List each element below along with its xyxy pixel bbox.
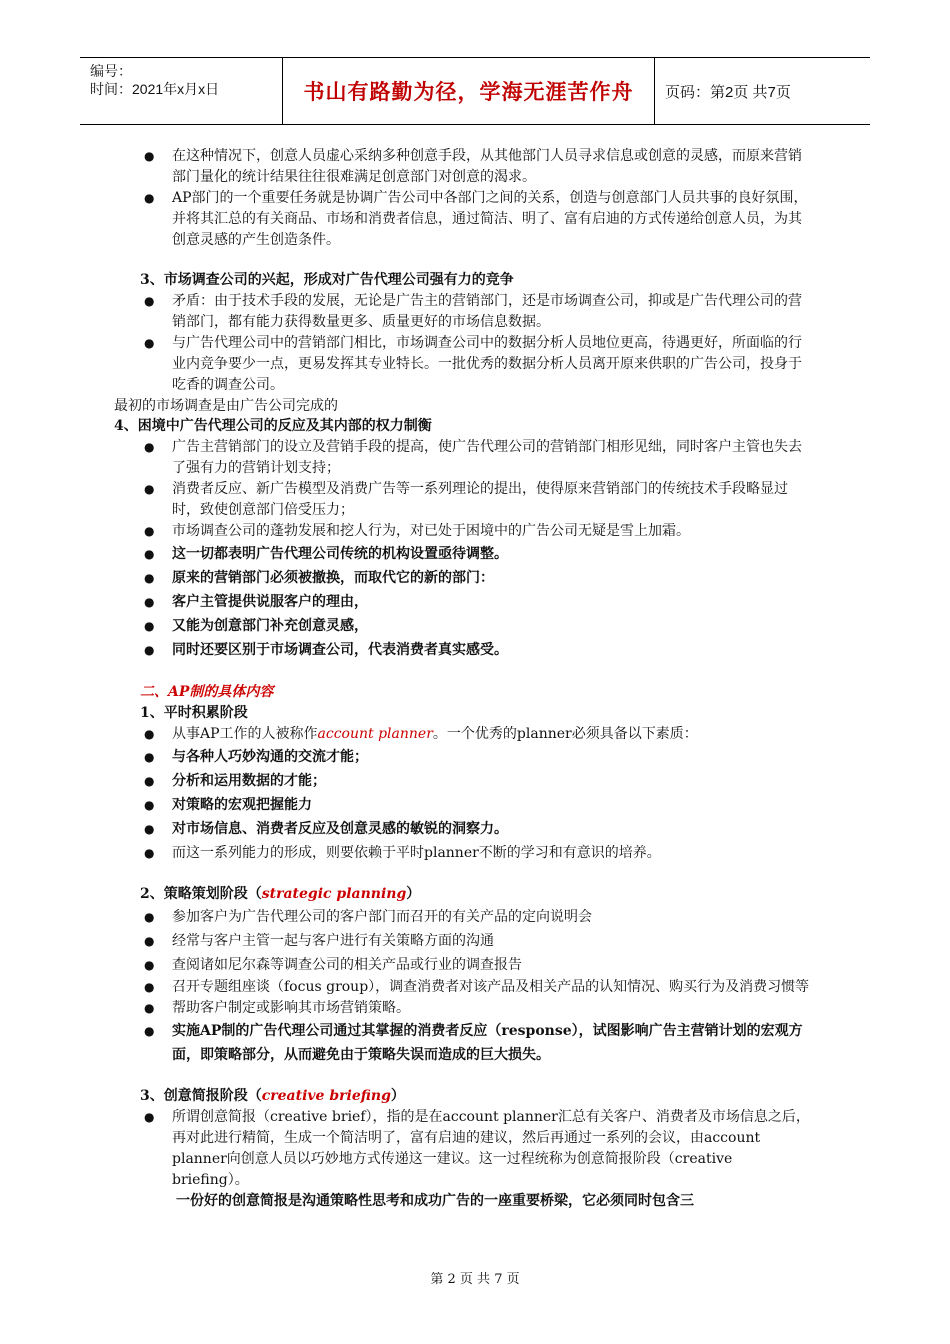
bullet-icon: ● xyxy=(144,336,155,350)
time-label: 时间：2021年x月x日 xyxy=(90,81,220,97)
list-item: ● 帮助客户制定或影响其市场营销策略。 xyxy=(140,998,812,1019)
list-item: ● 实施AP制的广告代理公司通过其掌握的消费者反应（response），试图影响广告主营销计划的宏观方面，即策略部分，从而避免由于策略失误而造成的巨大损失。 xyxy=(140,1019,812,1067)
list-item: ● 对市场信息、消费者反应及创意灵感的敏锐的洞察力。 xyxy=(140,817,812,841)
list-item: ● 同时还要区别于市场调查公司，代表消费者真实感受。 xyxy=(140,638,812,662)
bullet-icon: ● xyxy=(144,1001,155,1015)
list-item: ● 参加客户为广告代理公司的客户部门而召开的有关产品的定向说明会 xyxy=(140,905,812,929)
list-item: ● 所谓创意简报（creative brief），指的是在account planner汇总有关客户、消费者及市场信息之后，再对此进行精简，生成一个简洁明了，富有启迪的建议，然后再通过一系列的会议，由account planner向创意人员以巧妙地方式传递这一建议。这一过程统称为创意简报阶段（creative briefing）。 xyxy=(144,1109,810,1188)
bullet-icon: ● xyxy=(144,727,155,741)
bullet-icon: ● xyxy=(144,750,155,764)
list-item: ● 与广告代理公司中的营销部门相比，市场调查公司中的数据分析人员地位更高，待遇更好，所面临的行业内竞争要少一点，更易发挥其专业特长。一批优秀的数据分析人员离开原来供职的广告公司，投身于吃香的调查公司。 xyxy=(144,335,802,393)
bullet-icon: ● xyxy=(144,440,155,454)
list-item: ● 而这一系列能力的形成，则要依赖于平时planner不断的学习和有意识的培养。 xyxy=(140,841,812,865)
bullet-icon: ● xyxy=(144,958,155,972)
list-item: ● 广告主营销部门的设立及营销手段的提高，使广告代理公司的营销部门相形见绌，同时客户主管也失去了强有力的营销计划支持； xyxy=(144,439,802,476)
bullet-icon: ● xyxy=(144,934,155,948)
list-item: ● 原来的营销部门必须被撤换，而取代它的新的部门： xyxy=(140,566,812,590)
list-item: ● 从事AP工作的人被称作account planner。一个优秀的planner必须具备以下素质： xyxy=(140,724,812,745)
bullet-icon: ● xyxy=(144,774,155,788)
header-page-info: 页码：第2页 共7页 xyxy=(665,83,791,101)
bullet-icon: ● xyxy=(144,980,155,994)
list-item: ● 又能为创意部门补充创意灵感， xyxy=(140,614,812,638)
bullet-icon: ● xyxy=(144,619,155,633)
bullet-icon: ● xyxy=(144,846,155,860)
bullet-icon: ● xyxy=(144,595,155,609)
list-item: ● 经常与客户主管一起与客户进行有关策略方面的沟通 xyxy=(140,929,812,953)
list-item: ● 客户主管提供说服客户的理由， xyxy=(140,590,812,614)
list-item: ● 查阅诸如尼尔森等调查公司的相关产品或行业的调查报告 xyxy=(140,953,812,977)
bullet-icon: ● xyxy=(144,547,155,561)
list-item: ● 矛盾：由于技术手段的发展，无论是广告主的营销部门，还是市场调查公司，抑或是广告代理公司的营销部门，都有能力获得数量更多、质量更好的市场信息数据。 xyxy=(144,293,802,330)
bullet-icon: ● xyxy=(144,191,155,205)
list-item: ● 消费者反应、新广告模型及消费广告等一系列理论的提出，使得原来营销部门的传统技术手段略显过时，致使创意部门倍受压力； xyxy=(144,481,788,518)
section-heading-ap: 二、AP制的具体内容 xyxy=(140,684,274,700)
bullet-icon: ● xyxy=(144,1024,155,1038)
bullet-icon: ● xyxy=(144,294,155,308)
header-meta xyxy=(80,58,283,124)
plain-paragraph: 最初的市场调查是由广告公司完成的 xyxy=(114,398,338,414)
bullet-icon: ● xyxy=(144,643,155,657)
bullet-icon: ● xyxy=(144,798,155,812)
bullet-icon: ● xyxy=(144,571,155,585)
list-item: ● 召开专题组座谈（focus group），调查消费者对该产品及相关产品的认知情况、购买行为及消费习惯等 xyxy=(140,977,812,998)
list-item: ● 对策略的宏观把握能力 xyxy=(140,793,812,817)
bullet-icon: ● xyxy=(144,524,155,538)
section-heading-4: 4、困境中广告代理公司的反应及其内部的权力制衡 xyxy=(114,418,432,434)
list-item: ● 分析和运用数据的才能； xyxy=(140,769,812,793)
bullet-icon: ● xyxy=(144,149,155,163)
list-item: ● 这一切都表明广告代理公司传统的机构设置亟待调整。 xyxy=(140,542,812,566)
bullet-icon: ● xyxy=(144,822,155,836)
list-item: ● 在这种情况下，创意人员虚心采纳多种创意手段，从其他部门人员寻求信息或创意的灵感，而原来营销部门量化的统计结果往往很难满足创意部门对创意的渴求。 xyxy=(144,148,802,185)
account-planner-term: account planner xyxy=(317,726,433,742)
page-footer: 第 2 页 共 7 页 xyxy=(430,1272,520,1287)
bullet-icon: ● xyxy=(144,1110,155,1124)
header-motto: 书山有路勤为径，学海无涯苦作舟 xyxy=(283,58,655,124)
list-item: ● AP部门的一个重要任务就是协调广告公司中各部门之间的关系，创造与创意部门人员共事的良好氛围，并将其汇总的有关商品、市场和消费者信息，通过简洁、明了、富有启迪的方式传递给创意人员，为其创意灵感的产生创造条件。 xyxy=(144,190,808,248)
stage-heading-2: 2、策略策划阶段（strategic planning） xyxy=(140,886,421,902)
list-item: ● 与各种人巧妙沟通的交流才能； xyxy=(140,745,812,769)
stage-heading-1: 1、平时积累阶段 xyxy=(140,705,248,721)
document-body xyxy=(114,146,812,1212)
number-label: 编号： xyxy=(90,63,132,79)
closing-paragraph: 一份好的创意简报是沟通策略性思考和成功广告的一座重要桥梁，它必须同时包含三 xyxy=(176,1193,694,1209)
page-header xyxy=(80,57,870,125)
list-item: ● 市场调查公司的蓬勃发展和挖人行为，对已处于困境中的广告公司无疑是雪上加霜。 xyxy=(140,521,812,542)
bullet-icon: ● xyxy=(144,482,155,496)
stage-heading-3: 3、创意简报阶段（creative briefing） xyxy=(140,1088,405,1104)
bullet-icon: ● xyxy=(144,910,155,924)
section-heading-3: 3、市场调查公司的兴起，形成对广告代理公司强有力的竞争 xyxy=(140,272,514,288)
